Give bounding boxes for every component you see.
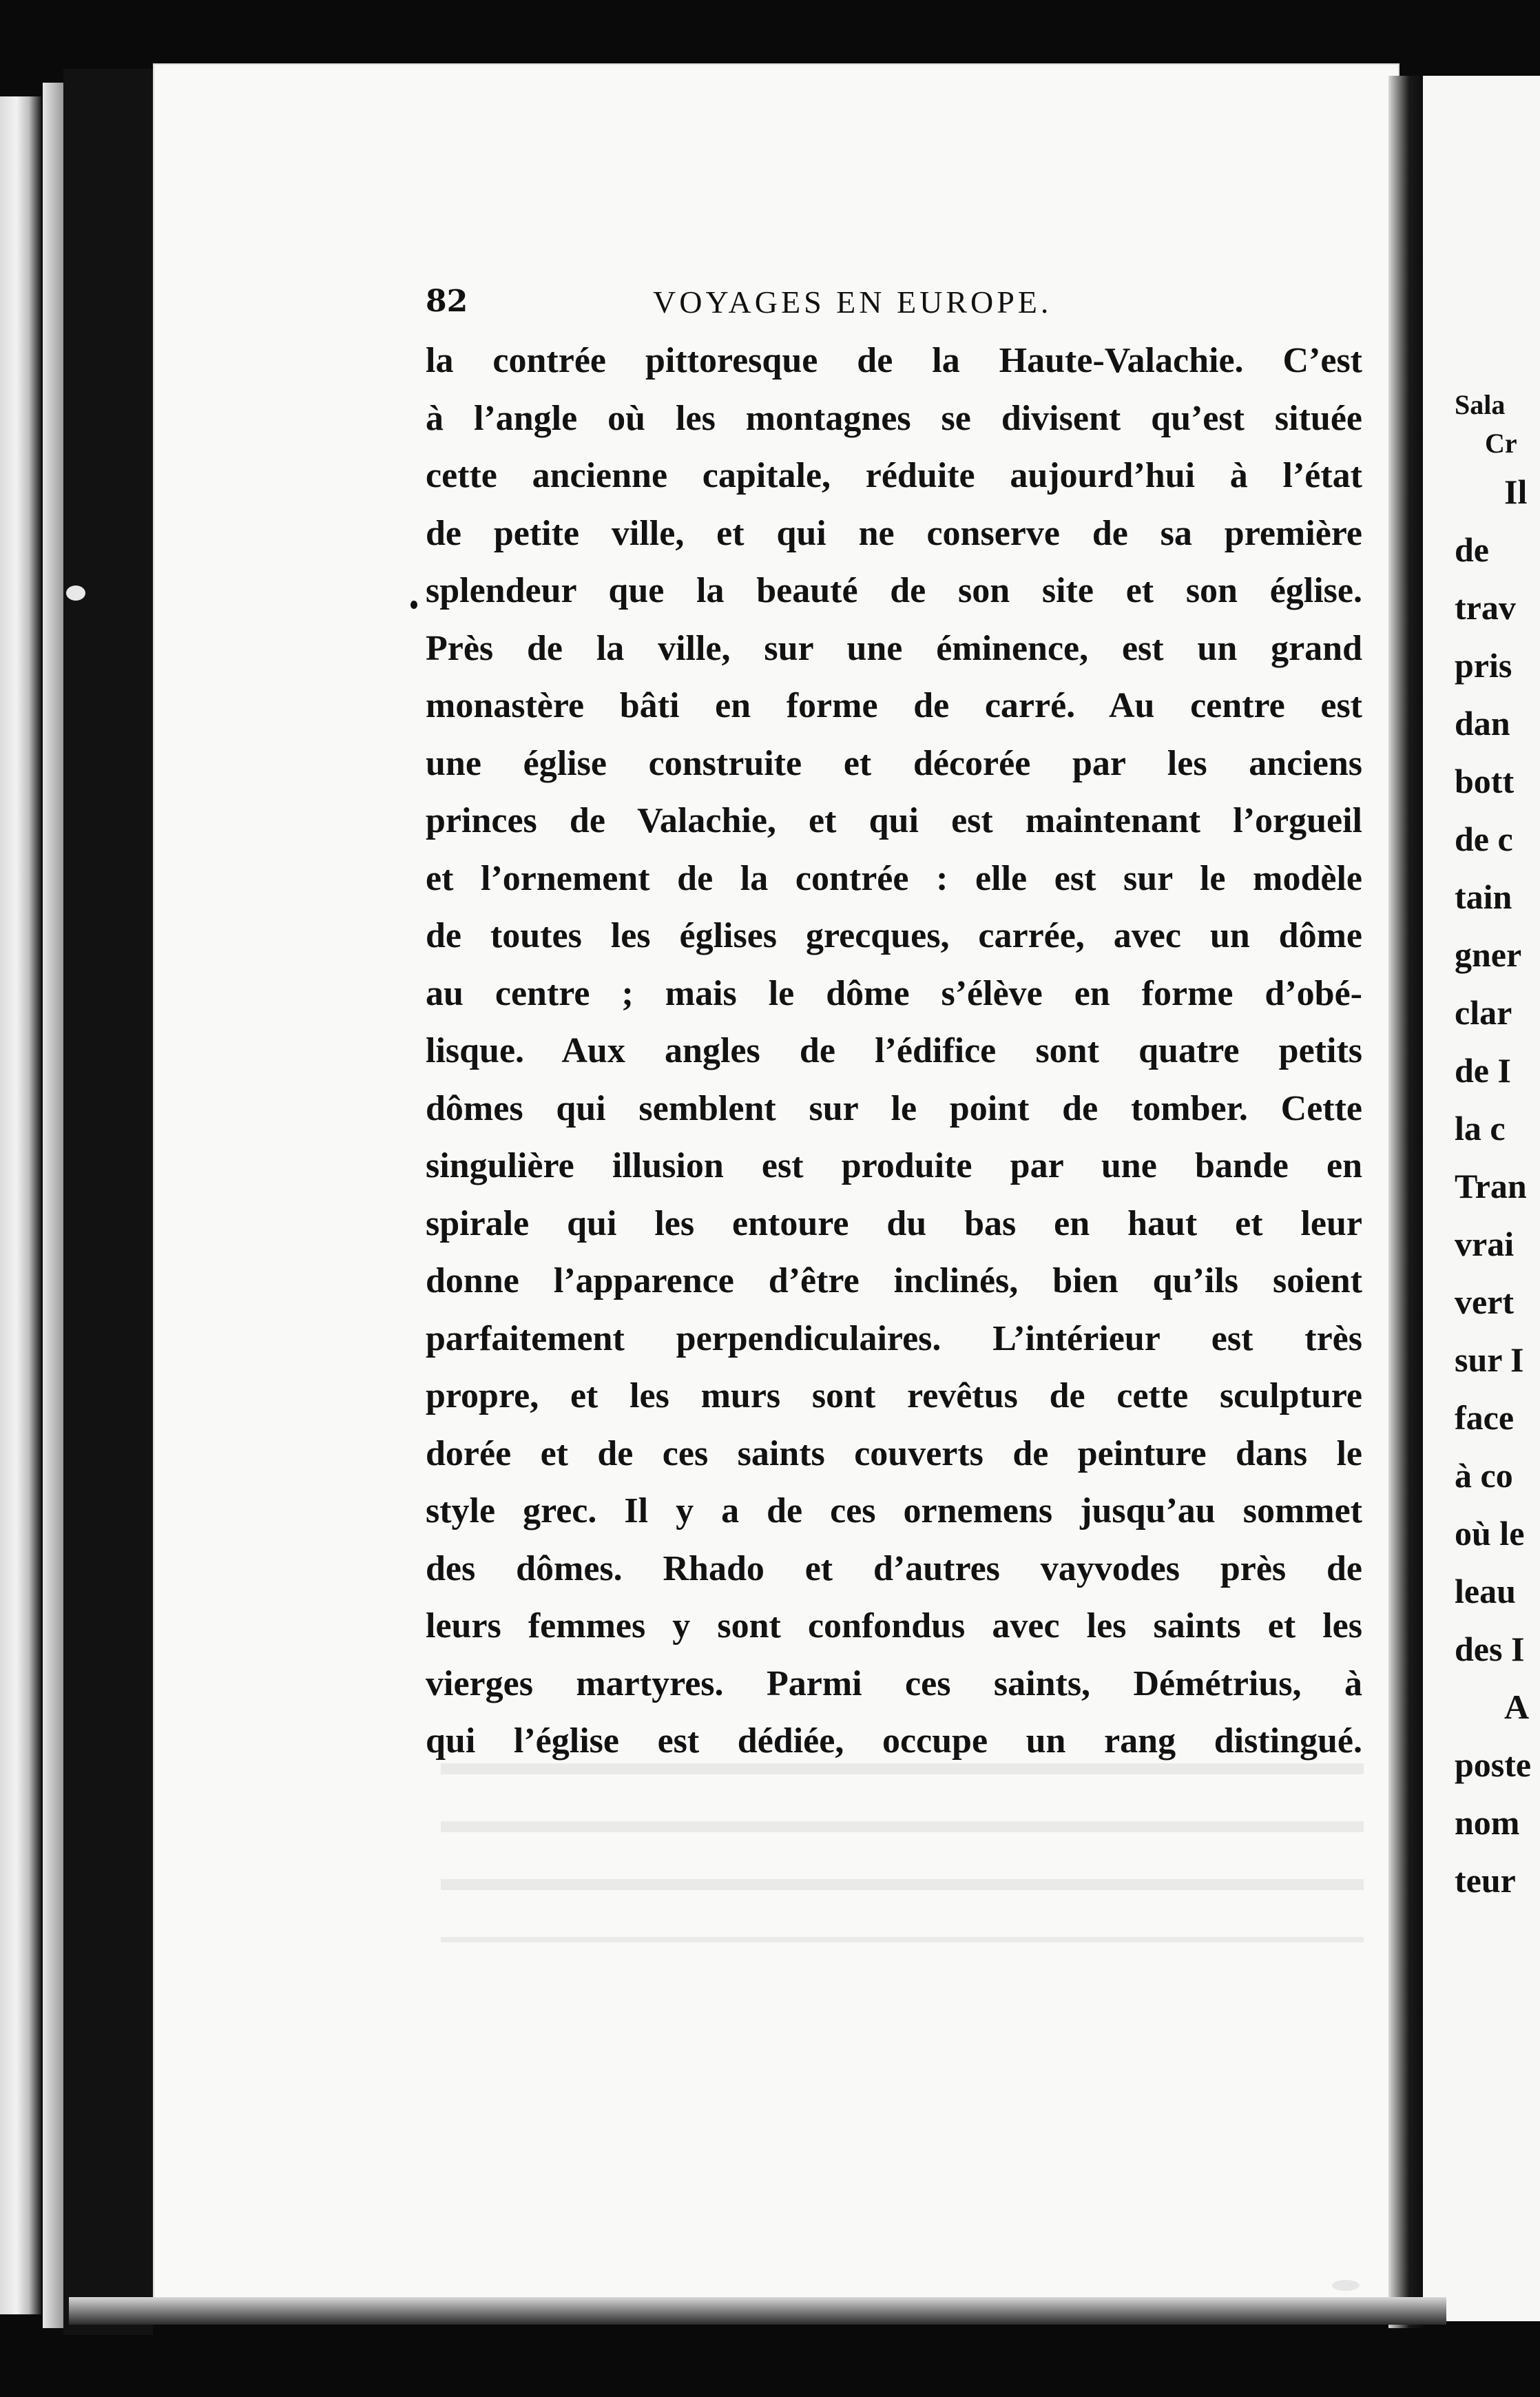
previous-pages-edge — [0, 96, 41, 2314]
text-line: de petite ville, et qui ne conserve de sa première — [426, 513, 1362, 553]
text-line: leurs femmes y sont confondus avec les saints et les — [426, 1606, 1362, 1646]
body-text — [426, 332, 1362, 1770]
facing-text-line: gner — [1455, 935, 1522, 974]
facing-text-line: trav — [1455, 588, 1516, 627]
facing-text-line: la c — [1455, 1109, 1506, 1148]
book-cover-edge — [63, 69, 153, 2335]
text-line: lisque. Aux angles de l’édifice sont quatre petits — [426, 1031, 1362, 1070]
text-line: dômes qui semblent sur le point de tomber. Cette — [426, 1088, 1362, 1128]
facing-text-line: dan — [1455, 704, 1510, 743]
text-line: donne l’apparence d’être inclinés, bien qu’ils soient — [426, 1261, 1362, 1300]
facing-text-line: face — [1455, 1398, 1515, 1437]
book-gutter — [1388, 76, 1423, 2328]
text-line: parfaitement perpendiculaires. L’intérieur est très — [426, 1318, 1362, 1358]
facing-text-line: où le — [1455, 1514, 1525, 1553]
text-line: une église construite et décorée par les anciens — [426, 743, 1362, 783]
facing-text-line: pris — [1455, 646, 1512, 685]
facing-text-line: des I — [1455, 1630, 1525, 1668]
text-line: qui l’église est dédiée, occupe un rang distingué. — [426, 1721, 1362, 1761]
facing-text-line: à co — [1455, 1456, 1513, 1495]
dust-speck — [66, 585, 85, 601]
facing-text-line: teur — [1455, 1861, 1516, 1900]
facing-text-line: clar — [1455, 993, 1512, 1032]
show-through-text — [441, 1763, 1364, 1942]
text-line: singulière illusion est produite par une bande en — [426, 1146, 1362, 1185]
facing-text-line: Il — [1504, 473, 1528, 511]
facing-text-line: tain — [1455, 878, 1512, 916]
facing-text-line: nom — [1455, 1803, 1520, 1842]
text-line: à l’angle où les montagnes se divisent qu’est située — [426, 398, 1362, 438]
text-line: cette ancienne capitale, réduite aujourd’hui à l’état — [426, 456, 1362, 495]
previous-pages-edge-inner — [43, 83, 63, 2328]
text-line: dorée et de ces saints couverts de peinture dans le — [426, 1433, 1362, 1473]
facing-text-line: Tran — [1455, 1167, 1527, 1205]
facing-text-line: sur I — [1455, 1340, 1524, 1379]
facing-text-line: de I — [1455, 1051, 1511, 1090]
text-line: spirale qui les entoure du bas en haut et leur — [426, 1203, 1362, 1243]
page-bottom-edge — [69, 2297, 1446, 2325]
text-line: la contrée pittoresque de la Haute-Valachie. C’est — [426, 341, 1362, 380]
running-head — [426, 284, 1362, 325]
text-line: splendeur que la beauté de son site et son église. — [426, 571, 1362, 610]
text-line: des dômes. Rhado et d’autres vayvodes près de — [426, 1548, 1362, 1588]
page-number: 82 — [426, 284, 468, 319]
dust-speck — [1332, 2280, 1360, 2291]
text-line: et l’ornement de la contrée : elle est sur le modèle — [426, 858, 1362, 898]
text-line: Près de la ville, sur une éminence, est un grand — [426, 628, 1362, 668]
facing-header-line: Cr — [1485, 428, 1517, 459]
text-line: propre, et les murs sont revêtus de cette sculpture — [426, 1376, 1362, 1415]
facing-header-line: Sala — [1455, 389, 1506, 420]
text-line: au centre ; mais le dôme s’élève en forme d’obé- — [426, 973, 1362, 1013]
facing-text-line: A — [1504, 1688, 1530, 1726]
text-line: de toutes les églises grecques, carrée, avec un dôme — [426, 916, 1362, 955]
running-title: VOYAGES EN EUROPE. — [653, 284, 1052, 320]
facing-text-line: bott — [1455, 762, 1515, 800]
facing-page-text — [1455, 386, 1540, 1909]
facing-text-line: leau — [1455, 1572, 1516, 1610]
text-line: style grec. Il y a de ces ornemens jusqu’au sommet — [426, 1491, 1362, 1530]
dust-speck — [410, 601, 417, 609]
facing-text-line: de — [1455, 530, 1489, 569]
text-line: monastère bâti en forme de carré. Au centre est — [426, 686, 1362, 725]
text-line: princes de Valachie, et qui est maintenant l’orgueil — [426, 801, 1362, 840]
facing-text-line: de c — [1455, 820, 1513, 858]
facing-text-line: vrai — [1455, 1225, 1515, 1263]
facing-text-line: poste — [1455, 1745, 1532, 1784]
text-line: vierges martyres. Parmi ces saints, Démétrius, à — [426, 1663, 1362, 1703]
facing-text-line: vert — [1455, 1283, 1515, 1321]
